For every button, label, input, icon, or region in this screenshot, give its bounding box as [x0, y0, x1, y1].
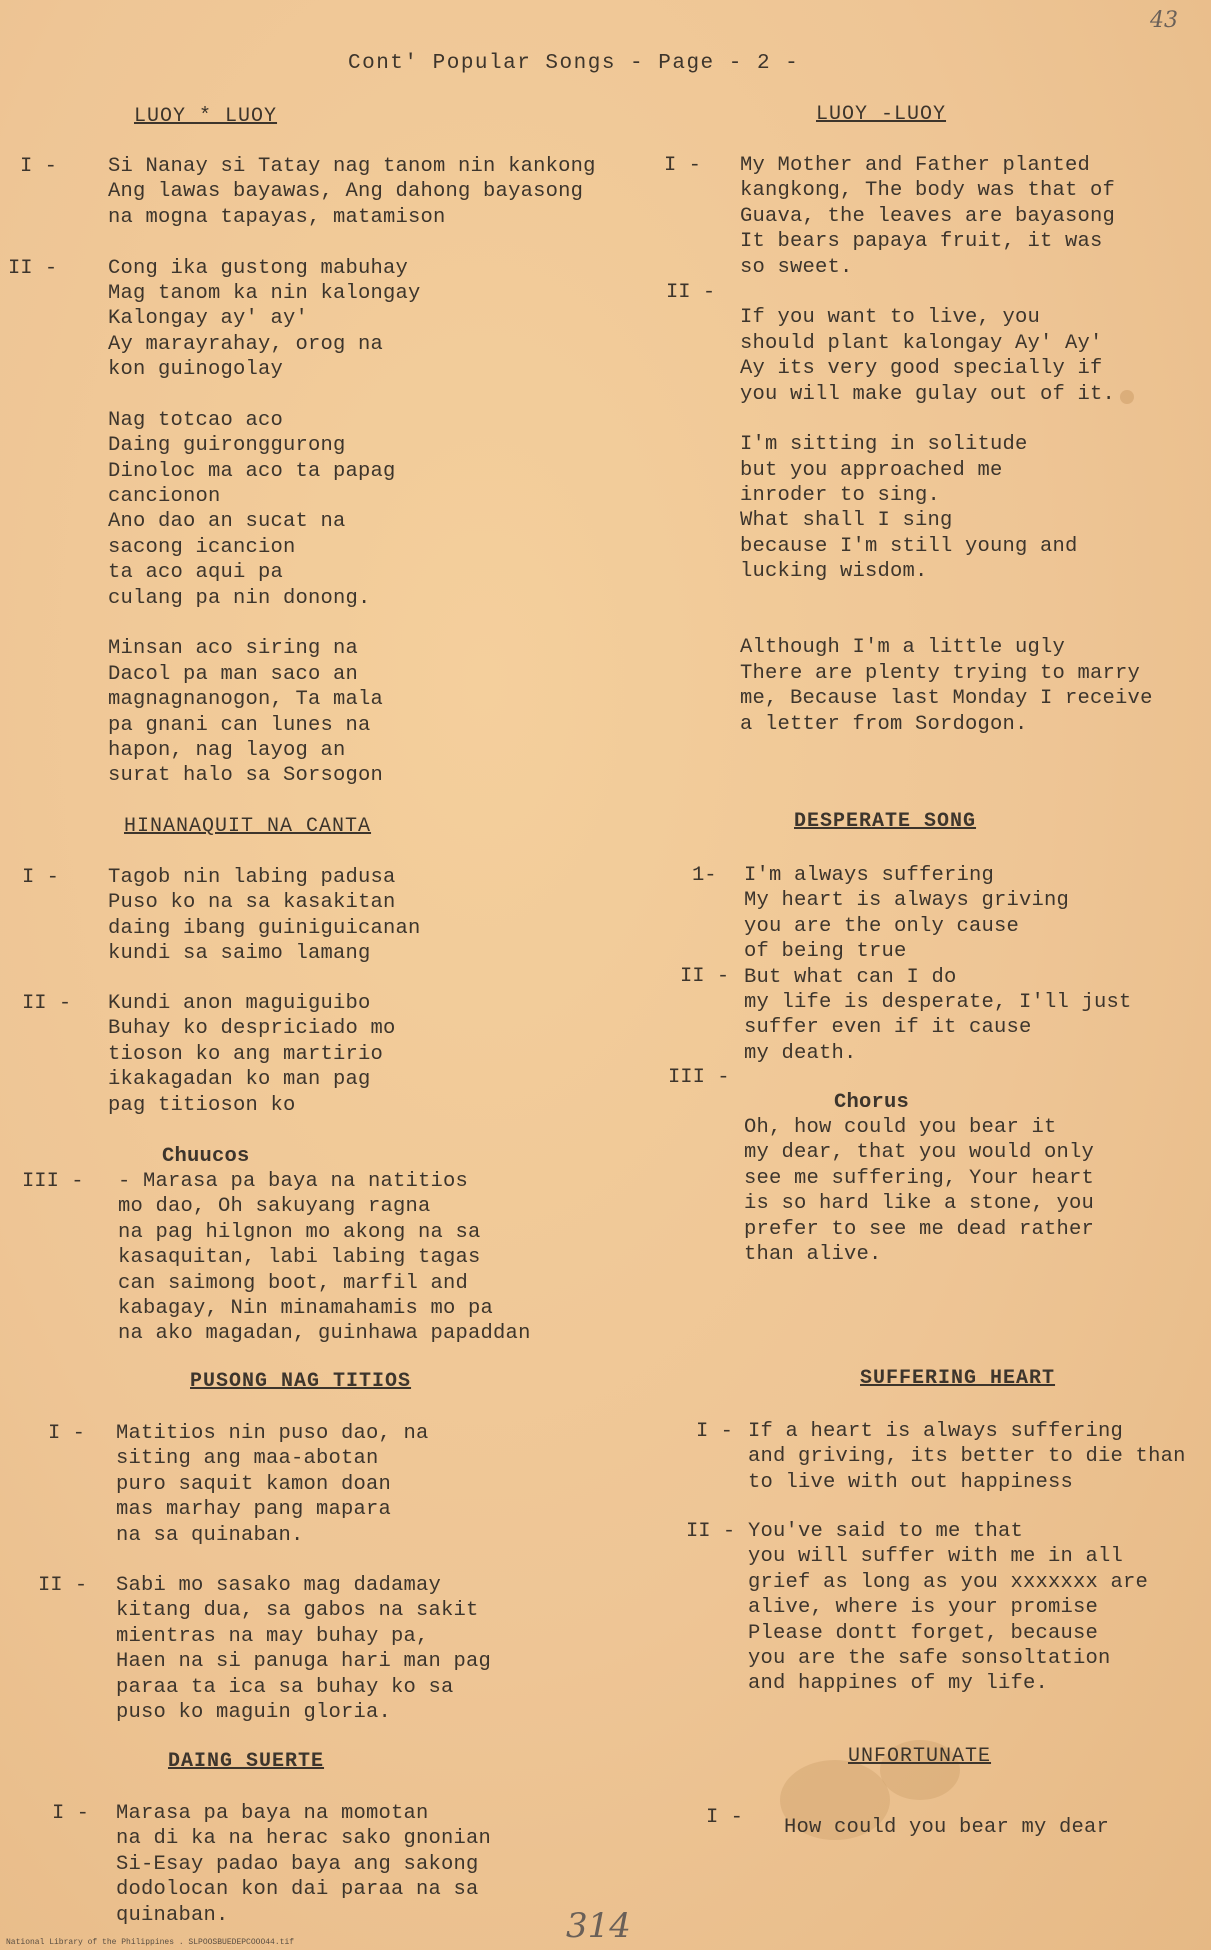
lyric-line: tioson ko ang martirio — [108, 1042, 384, 1066]
lyric-line: Oh, how could you bear it — [744, 1116, 1057, 1139]
lyric-line: Dacol pa man saco an — [108, 662, 359, 686]
lyric-line: Si Nanay si Tatay nag tanom nin kankong — [108, 155, 596, 178]
lyric-line: It bears papaya fruit, it was — [740, 230, 1103, 254]
lyric-line: mo dao, Oh sakuyang ragna — [118, 1195, 431, 1219]
lyric-line: kon guinogolay — [108, 358, 284, 382]
lyric-line: mas marhay pang mapara — [116, 1498, 392, 1522]
daing-verse-1 — [116, 1801, 491, 1928]
lyric-line: my death. — [744, 1041, 857, 1065]
lyric-line: kabagay, Nin minamahamis mo pa — [118, 1296, 494, 1320]
lyric-line: pa gnani can lunes na — [108, 713, 371, 737]
lyric-line — [740, 585, 1153, 610]
lyric-line: kundi sa saimo lamang — [108, 942, 371, 966]
lyric-line: Puso ko na sa kasakitan — [108, 891, 396, 915]
lyric-line: inroder to sing. — [740, 484, 941, 508]
title-unfortunate: UNFORTUNATE — [848, 1745, 992, 1768]
lyric-line: you will suffer with me in all — [748, 1545, 1124, 1569]
lyric-line: Haen na si panuga hari man pag — [116, 1650, 492, 1674]
verse-number: II - — [22, 992, 72, 1015]
lyric-line: of being true — [744, 940, 907, 964]
lyric-line: Si-Esay padao baya ang sakong — [116, 1852, 479, 1876]
lyric-line — [740, 407, 1153, 432]
title-luoy-luoy: LUOY * LUOY — [134, 105, 278, 128]
lyric-line: Ano dao an sucat na — [108, 510, 346, 534]
lyric-line: - Marasa pa baya na natitios — [118, 1170, 469, 1193]
lyric-line: Buhay ko despriciado mo — [108, 1017, 396, 1041]
lyric-line: me, Because last Monday I receive — [740, 687, 1153, 711]
lyric-line: na mogna tapayas, matamison — [108, 205, 446, 229]
lyric-line: Daing guironggurong — [108, 434, 346, 458]
lyric-line: magnagnanogon, Ta mala — [108, 688, 384, 712]
lyric-line: Although I'm a little ugly — [740, 636, 1066, 660]
lyric-line: you are the safe sonsoltation — [748, 1646, 1111, 1670]
lyric-line: suffer even if it cause — [744, 1016, 1032, 1040]
lyric-line: Mag tanom ka nin kalongay — [108, 281, 421, 305]
unfortunate-verse-1 — [784, 1815, 1109, 1840]
lyric-line: a letter from Sordogon. — [740, 712, 1028, 736]
lyric-line: I'm always suffering — [744, 864, 995, 887]
verse-number: I - — [22, 866, 59, 889]
lyric-line: kasaquitan, labi labing tagas — [118, 1246, 481, 1270]
page-header: Cont' Popular Songs - Page - 2 - — [348, 52, 800, 75]
lyric-line — [108, 611, 596, 636]
suffering-verse-1 — [748, 1419, 1186, 1495]
lyric-line: quinaban. — [116, 1903, 229, 1927]
lyric-line: but you approached me — [740, 458, 1003, 482]
lyric-line — [108, 230, 596, 255]
lyric-line: Marasa pa baya na momotan — [116, 1802, 429, 1825]
suffering-verse-2 — [748, 1519, 1148, 1697]
lyric-line: cancionon — [108, 485, 221, 509]
lyric-line: My heart is always griving — [744, 889, 1070, 913]
lyric-line: Ay its very good specially if — [740, 357, 1103, 381]
corner-mark: 43 — [1150, 8, 1178, 33]
lyric-line — [740, 280, 1153, 305]
desperate-chorus — [744, 1115, 1094, 1267]
lyric-line: Ang lawas bayawas, Ang dahong bayasong — [108, 180, 584, 204]
lyric-line: puro saquit kamon doan — [116, 1472, 392, 1496]
verse-number: I - — [696, 1420, 733, 1443]
lyric-line: But what can I do — [744, 965, 957, 989]
lyric-line: kitang dua, sa gabos na sakit — [116, 1599, 479, 1623]
luoy-english-lyrics — [740, 153, 1153, 737]
verse-number: I - — [706, 1806, 743, 1829]
lyric-line: ta aco aqui pa — [108, 561, 284, 585]
chorus-label: Chorus — [834, 1091, 910, 1114]
lyric-line: because I'm still young and — [740, 534, 1078, 558]
lyric-line: If you want to live, you — [740, 306, 1041, 330]
verse-number: II - — [8, 257, 58, 280]
lyric-line: so sweet. — [740, 255, 853, 279]
lyric-line: You've said to me that — [748, 1520, 1024, 1543]
lyric-line: lucking wisdom. — [740, 560, 928, 584]
lyric-line: pag titioson ko — [108, 1093, 296, 1117]
verse-number: II - — [666, 281, 716, 304]
verse-number: III - — [668, 1066, 730, 1089]
lyric-line: na pag hilgnon mo akong na sa — [118, 1220, 481, 1244]
lyric-line: culang pa nin donong. — [108, 586, 371, 610]
verse-number: II - — [686, 1520, 736, 1543]
lyric-line: can saimong boot, marfil and — [118, 1271, 469, 1295]
lyric-line: mientras na may buhay pa, — [116, 1624, 429, 1648]
lyric-line: If a heart is always suffering — [748, 1420, 1124, 1443]
chorus-label: Chuucos — [162, 1145, 250, 1168]
lyric-line: hapon, nag layog an — [108, 738, 346, 762]
verse-number: I - — [48, 1422, 85, 1445]
lyric-line: to live with out happiness — [748, 1470, 1074, 1494]
lyric-line: Minsan aco siring na — [108, 637, 359, 661]
lyric-line: see me suffering, Your heart — [744, 1166, 1095, 1190]
lyric-line: Kalongay ay' ay' — [108, 307, 309, 331]
verse-number: III - — [22, 1170, 84, 1193]
lyric-line: Dinoloc ma aco ta papag — [108, 459, 396, 483]
lyric-line: kangkong, The body was that of — [740, 179, 1116, 203]
lyric-line: Sabi mo sasako mag dadamay — [116, 1574, 442, 1597]
lyric-line: surat halo sa Sorsogon — [108, 764, 384, 788]
hinanaquit-verse-2 — [108, 991, 396, 1118]
desperate-verses — [744, 863, 1132, 1066]
lyric-line: should plant kalongay Ay' Ay' — [740, 331, 1103, 355]
lyric-line: Matitios nin puso dao, na — [116, 1422, 429, 1445]
lyric-line: na ako magadan, guinhawa papaddan — [118, 1322, 531, 1346]
lyric-line: grief as long as you xxxxxxx are — [748, 1570, 1149, 1594]
title-suffering-heart: SUFFERING HEART — [860, 1367, 1056, 1390]
lyric-line: I'm sitting in solitude — [740, 433, 1028, 457]
lyric-line — [740, 610, 1153, 635]
lyric-line: Nag totcao aco — [108, 408, 284, 432]
lyric-line: puso ko maguin gloria. — [116, 1700, 392, 1724]
verse-number: I - — [52, 1802, 89, 1825]
lyric-line: ikakagadan ko man pag — [108, 1068, 371, 1092]
hinanaquit-verse-1 — [108, 865, 421, 967]
title-daing-suerte: DAING SUERTE — [168, 1750, 325, 1773]
lyric-line: Guava, the leaves are bayasong — [740, 204, 1116, 228]
hinanaquit-chorus — [118, 1169, 531, 1347]
lyric-line: daing ibang guiniguicanan — [108, 916, 421, 940]
verse-number: 1- — [692, 864, 717, 887]
footer-caption: National Library of the Philippines . SLPOOSBUEDEPCOOO44.tif — [6, 1938, 295, 1947]
lyric-line: than alive. — [744, 1242, 882, 1266]
page-number: 314 — [566, 1906, 631, 1946]
lyric-line: is so hard like a stone, you — [744, 1192, 1095, 1216]
lyric-line: prefer to see me dead rather — [744, 1217, 1095, 1241]
lyric-line: Kundi anon maguiguibo — [108, 992, 371, 1015]
lyric-line: alive, where is your promise — [748, 1596, 1099, 1620]
lyric-line: Cong ika gustong mabuhay — [108, 256, 409, 280]
verse-number: I - — [664, 154, 701, 177]
luoy-luoy-lyrics — [108, 154, 596, 789]
lyric-line: sacong icancion — [108, 535, 296, 559]
lyric-line: Tagob nin labing padusa — [108, 866, 396, 889]
lyric-line: My Mother and Father planted — [740, 154, 1091, 177]
lyric-line: Please dontt forget, because — [748, 1621, 1099, 1645]
title-luoy-luoy-english: LUOY -LUOY — [816, 103, 947, 126]
title-hinanaquit-na-canta: HINANAQUIT NA CANTA — [124, 815, 372, 838]
lyric-line: you are the only cause — [744, 914, 1020, 938]
lyric-line: What shall I sing — [740, 509, 953, 533]
title-desperate-song: DESPERATE SONG — [794, 810, 977, 833]
lyric-line: paraa ta ica sa buhay ko sa — [116, 1675, 454, 1699]
lyric-line: There are plenty trying to marry — [740, 661, 1141, 685]
verse-number: I - — [20, 155, 57, 178]
title-pusong-nag-titios: PUSONG NAG TITIOS — [190, 1370, 412, 1393]
lyric-line: siting ang maa-abotan — [116, 1447, 379, 1471]
lyric-line: and happines of my life. — [748, 1672, 1049, 1696]
lyric-line: dodolocan kon dai paraa na sa — [116, 1878, 479, 1902]
lyric-line: my dear, that you would only — [744, 1141, 1095, 1165]
pusong-verse-1 — [116, 1421, 429, 1548]
lyric-line: and griving, its better to die than — [748, 1445, 1186, 1469]
verse-number: II - — [38, 1574, 88, 1597]
lyric-line: How could you bear my dear — [784, 1816, 1110, 1839]
verse-number: II - — [680, 965, 730, 988]
lyric-line — [108, 383, 596, 408]
lyric-line: na di ka na herac sako gnonian — [116, 1827, 492, 1851]
lyric-line: you will make gulay out of it. — [740, 382, 1116, 406]
lyric-line: Ay marayrahay, orog na — [108, 332, 384, 356]
lyric-line: my life is desperate, I'll just — [744, 990, 1132, 1014]
lyric-line: na sa quinaban. — [116, 1523, 304, 1547]
pusong-verse-2 — [116, 1573, 491, 1725]
